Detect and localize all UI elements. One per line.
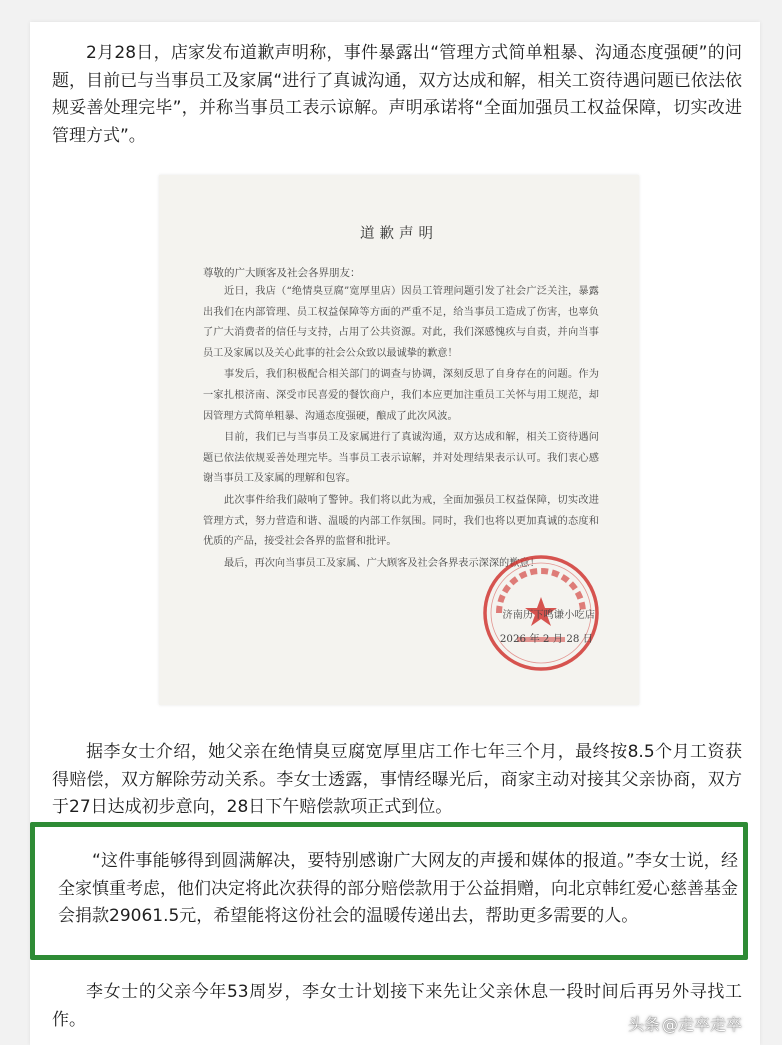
letter-paragraph: 近日，我店（“绝情臭豆腐”宽厚里店）因员工管理问题引发了社会广泛关注，暴露出我们在内部管理、员工权益保障等方面的严重不足，给当事员工造成了伤害，也辜负了广大消费者的信任与支持，占用了公共资源。对此，我们深感愧疚与自责，并向当事员工及家属以及关心此事的社会公众致以最诚挚的歉意！ (203, 286, 599, 359)
letter-paragraph: 最后，再次向当事员工及家属、广大顾客及社会各界表示深深的歉意！ (224, 557, 540, 569)
letter-title: 道歉声明 (360, 226, 438, 242)
article-paragraph-2: 据李女士介绍，她父亲在绝情臭豆腐宽厚里店工作七年三个月，最终按8.5个月工资获得赔偿，双方解除劳动关系。李女士透露，事情经曝光后，商家主动对接其父亲协商，双方于27日达成初步意向，28日下午赔偿款项正式到位。 (52, 742, 742, 817)
source-watermark (628, 1012, 742, 1035)
watermark-platform: 头条 (627, 1015, 660, 1034)
letter-signature: 济南历下鸣谦小吃店 (502, 609, 595, 621)
article-paragraph-3-highlighted: “这件事能够得到圆满解决，要特别感谢广大网友的声援和媒体的报道。”李女士说，经全家慎重考虑，他们决定将此次获得的部分赔偿款用于公益捐赠，向北京韩红爱心慈善基金会捐款29061.5元，希望能将这份社会的温暖传递出去，帮助更多需要的人。 (58, 851, 738, 926)
letter-paragraph: 事发后，我们积极配合相关部门的调查与协调，深刻反思了自身存在的问题。作为一家扎根济南、深受市民喜爱的餐饮商户，我们本应更加注重员工关怀与用工规范，却因管理方式简单粗暴、沟通态度强硬，酿成了此次风波。 (203, 369, 599, 422)
letter-paragraph: 此次事件给我们敲响了警钟。我们将以此为戒，全面加强员工权益保障，切实改进管理方式，努力营造和谐、温暖的内部工作氛围。同时，我们也将以更加真诚的态度和优质的产品，接受社会各界的监督和批评。 (203, 494, 599, 548)
article-page (30, 22, 760, 1045)
letter-greeting: 尊敬的广大顾客及社会各界朋友： (203, 267, 361, 279)
watermark-account: @走卒走卒 (661, 1015, 742, 1034)
letter-body (203, 282, 599, 575)
letter-date: 2026 年 2 月 28 日 (499, 633, 593, 645)
letter-paragraph: 目前，我们已与当事员工及家属进行了真诚沟通，双方达成和解，相关工资待遇问题已依法依规妥善处理完毕。当事员工表示谅解，并对处理结果表示认可。我们衷心感谢当事员工及家属的理解和包容。 (203, 432, 599, 485)
apology-letter-image (159, 175, 639, 705)
article-paragraph-1: 2月28日，店家发布道歉声明称，事件暴露出“管理方式简单粗暴、沟通态度强硬”的问题，目前已与当事员工及家属“进行了真诚沟通，双方达成和解，相关工资待遇问题已依法依规妥善处理完毕”，并称当事员工表示谅解。声明承诺将“全面加强员工权益保障，切实改进管理方式”。 (52, 43, 742, 146)
article-paragraph-4: 李女士的父亲今年53周岁，李女士计划接下来先让父亲休息一段时间后再另外寻找工作。 (52, 982, 742, 1030)
